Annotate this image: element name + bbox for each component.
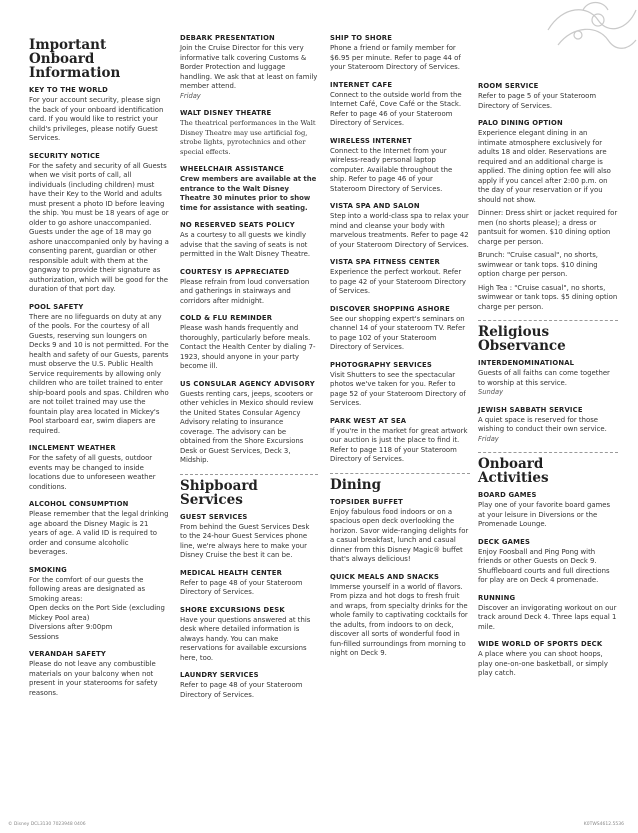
section-internet-cafe (330, 81, 470, 129)
section-running (478, 594, 618, 633)
divider (330, 473, 470, 474)
heading: COLD & FLU REMINDER (180, 314, 273, 322)
body: Please wash hands frequently and thoroughly, particularly before meals. Contact the Health Center by dialing 7-1923, should anyone in your party become ill. (180, 324, 316, 370)
body: For the comfort of our guests the following areas are designated as Smoking areas: (29, 575, 146, 603)
section-quick-meals (330, 573, 470, 659)
column-3 (330, 34, 470, 667)
heading: LAUNDRY SERVICES (180, 671, 259, 679)
footer-left: © Disney DCL3130 7023948 0406 (8, 822, 86, 827)
section-consular (180, 380, 318, 466)
body: Refer to page 48 of your Stateroom Directory of Services. (180, 681, 303, 699)
divider (478, 452, 618, 453)
section-palo (478, 119, 618, 312)
body: There are no lifeguards on duty at any of the pools. For the courtesy of all Guests, reserving sun loungers on Decks 9 and 10 is not permitted. For the health and safety of our Guests, parents must observe the U.S. Public Health Service requirements by allowing only children who are toilet trained to enter ship-board pools and spas. Children who are not toilet trained may use the fountain play area located in Mickey's Pool starboard ear, swim diapers are required. (29, 312, 169, 435)
body: Enjoy fabulous food indoors or on a spacious open deck overlooking the horizon. Savor wide-ranging delights for a casual breakfast, lunch and casual dinner from this Disney Magic® buffet that's always delicious! (330, 507, 469, 563)
body: Connect to the outside world from the Internet Café, Cove Café or the Stack. Refer to page 46 of your Stateroom Directory of Services. (330, 90, 462, 127)
day: Sunday (478, 388, 504, 396)
body: Sessions (29, 632, 59, 641)
section-deck-games (478, 538, 618, 586)
heading: GUEST SERVICES (180, 512, 248, 521)
section-debark (180, 34, 318, 101)
section-guest-services (180, 513, 318, 561)
heading: INCLEMENT WEATHER (29, 444, 116, 452)
body: Experience elegant dining in an intimate atmosphere exclusively for adults 18 and older. Reservations are required and an additional charge is applied. The dining option fee will also apply if you cancel after 2:00 p.m. on the day of your reservation or if you should not show. (478, 129, 611, 204)
body: Guests of all faiths can come together to worship at this service. (478, 369, 610, 387)
heading: NO RESERVED SEATS POLICY (180, 221, 295, 229)
body: Immerse yourself in a world of flavors. From pizza and hot dogs to fresh fruit and wraps, from specialty drinks for the whole family to captivating cocktails for the adults, from indoors to on deck, discover all sorts of wonderful food in fun-filled surroundings from morning to night on Deck 9. (330, 582, 468, 657)
heading: COURTESY IS APPRECIATED (180, 267, 290, 276)
section-pool-safety (29, 303, 169, 437)
section-laundry (180, 671, 318, 700)
footer-right: K0TWS4612.5536 (583, 822, 624, 827)
section-fitness (330, 258, 470, 297)
heading: INTERDENOMINATIONAL (478, 359, 575, 367)
body: The theatrical performances in the Walt Disney Theatre may use artificial fog, strobe lights, pyrotechnics and other special effects. (180, 119, 316, 156)
body: Connect to the Internet from your wireless-ready personal laptop computer. Available throughout the ship. Refer to page 46 of your Stateroom Directory of Services. (330, 146, 453, 193)
heading: VERANDAH SAFETY (29, 650, 107, 658)
heading: DECK GAMES (478, 537, 531, 546)
section-ship-to-shore (330, 34, 470, 73)
divider (478, 320, 618, 321)
section-theatre (180, 109, 318, 157)
heading: DEBARK PRESENTATION (180, 34, 275, 42)
body: Please refrain from loud conversation and gatherings in stairways and corridors after midnight. (180, 277, 310, 305)
body: Guests renting cars, jeeps, scooters or other vehicles in Mexico should review the United States Consular Agency Advisory relating to insurance coverage. The advisory can be obtained from the Shore Excursions Desk or Guest Services, Deck 3, Midship. (180, 389, 314, 464)
section-title-shipboard-services: Shipboard Services (180, 477, 258, 508)
body: Dinner: Dress shirt or jacket required for men (no shorts please); a dress or pantsuit for women. $10 dining option charge per person. (478, 209, 618, 246)
body: Brunch: "Cruise casual", no shorts, swimwear or tank tops. $10 dining option charge per person. (478, 251, 598, 278)
body: Diversions after 9:00pm (29, 623, 113, 631)
section-sports-deck (478, 640, 618, 679)
section-title-important-info: Important Onboard Information (29, 37, 121, 81)
body: Discover an invigorating workout on our track around Deck 4. Three laps equal 1 mile. (478, 603, 617, 631)
heading: PHOTOGRAPHY SERVICES (330, 360, 432, 369)
body: Experience the perfect workout. Refer to page 42 of your Stateroom Directory of Services. (330, 268, 466, 295)
body: Refer to page 5 of your Stateroom Directory of Services. (478, 92, 597, 110)
body: For the safety and security of all Guests when we visit ports of call, all individuals (including children) must have their Key to the World and adults must present a photo ID before leaving the ship. You must be 18 years of age or older to go ashore unaccompanied. Guests under the age of 18 may go ashore unaccompanied only by having a consenting parent, guardian or other responsible adult with them at the gangway to provide their signature as authorization, which will be good for the duration of that port day. (29, 161, 169, 293)
section-alcohol (29, 500, 169, 558)
section-sabbath (478, 406, 618, 445)
section-park-west (330, 417, 470, 465)
body: Please remember that the legal drinking age aboard the Disney Magic is 21 years of age. A valid ID is required to order and consume alcoholic beverages. (29, 510, 169, 556)
body: A place where you can shoot hoops, play one-on-one basketball, or simply play catch. (478, 650, 608, 677)
body: See our shopping expert's seminars on channel 14 of your stateroom TV. Refer to page 102 of your Stateroom Directory of Services. (330, 314, 466, 351)
body: Play one of your favorite board games at your leisure in Diversions or the Promenade Lounge. (478, 501, 611, 528)
heading: VISTA SPA AND SALON (330, 202, 420, 210)
section-shore-excursions (180, 606, 318, 664)
heading: PALO DINING OPTION (478, 119, 563, 127)
section-title-activities: Onboard Activities (478, 456, 549, 486)
section-wheelchair (180, 165, 318, 213)
heading: SHORE EXCURSIONS DESK (180, 605, 285, 614)
body: Please do not leave any combustible materials on your balcony when not present in your staterooms for safety reasons. (29, 660, 158, 697)
section-cold-flu (180, 314, 318, 372)
body: As a courtesy to all guests we kindly advise that the saving of seats is not permitted in the Walt Disney Theatre. (180, 231, 311, 258)
column-4 (478, 82, 618, 687)
divider (180, 474, 318, 475)
section-room-service (478, 82, 618, 111)
heading: BOARD GAMES (478, 491, 537, 499)
body: Open decks on the Port Side (excluding Mickey Pool area) (29, 604, 165, 622)
body: High Tea : "Cruise casual", no shorts, swimwear or tank tops. $5 dining option charge per person. (478, 283, 618, 311)
body: For the safety of all guests, outdoor events may be changed to inside locations due to unforeseen weather conditions. (29, 454, 156, 491)
body: Have your questions answered at this desk where detailed information is always handy. You can make reservations for available excursions here, too. (180, 615, 311, 662)
day: Friday (180, 91, 201, 100)
section-medical (180, 569, 318, 598)
body: Step into a world-class spa to relax your mind and cleanse your body with marvelous treatments. Refer to page 42 of your Stateroom Directory of Services. (330, 212, 469, 249)
heading: WALT DISNEY THEATRE (180, 109, 272, 117)
column-1 (29, 38, 169, 706)
body: A quiet space is reserved for those wishing to conduct their own service. (478, 415, 607, 433)
section-key-to-the-world (29, 86, 169, 144)
section-no-reserved-seats (180, 221, 318, 260)
section-title-religious: Religious Observance (478, 324, 566, 354)
body: From behind the Guest Services Desk to the 24-hour Guest Services phone line, we're always here to make your Disney Cruise the best it can be. (180, 522, 310, 559)
section-courtesy (180, 268, 318, 307)
body: Join the Cruise Director for this very informative talk covering Customs & Border Protection and luggage handling. We ask that at least on family member attend. (180, 44, 318, 90)
body: Visit Shutters to see the spectacular photos we've taken for you. Refer to page 52 of your Stateroom Directory of Services. (330, 370, 466, 407)
section-board-games (478, 491, 618, 530)
heading: DISCOVER SHOPPING ASHORE (330, 304, 450, 313)
body: Phone a friend or family member for $6.95 per minute. Refer to page 44 of your Stateroom Directory of Services. (330, 44, 461, 71)
section-topsider (330, 498, 470, 565)
column-2 (180, 34, 318, 708)
heading: WIDE WORLD OF SPORTS DECK (478, 640, 603, 648)
heading: WHEELCHAIR ASSISTANCE (180, 165, 284, 173)
heading: INTERNET CAFE (330, 80, 393, 89)
heading: ROOM SERVICE (478, 82, 539, 90)
section-interdenominational (478, 359, 618, 398)
section-spa (330, 202, 470, 250)
section-verandah-safety (29, 650, 169, 698)
heading: PARK WEST AT SEA (330, 416, 407, 425)
heading: JEWISH SABBATH SERVICE (478, 405, 583, 414)
heading: RUNNING (478, 593, 516, 602)
heading: QUICK MEALS AND SNACKS (330, 572, 440, 581)
section-smoking (29, 566, 169, 643)
heading: POOL SAFETY (29, 302, 84, 311)
heading: VISTA SPA FITNESS CENTER (330, 258, 440, 266)
heading: WIRELESS INTERNET (330, 136, 412, 145)
heading: SMOKING (29, 565, 67, 574)
heading: ALCOHOL CONSUMPTION (29, 500, 129, 508)
section-inclement-weather (29, 444, 169, 492)
section-photography (330, 361, 470, 409)
section-shopping (330, 305, 470, 353)
body: Refer to page 48 of your Stateroom Directory of Services. (180, 578, 303, 596)
heading: SHIP TO SHORE (330, 34, 393, 42)
heading: MEDICAL HEALTH CENTER (180, 568, 283, 577)
section-security-notice (29, 152, 169, 295)
body: For your account security, please sign the back of your onboard identification card. If you would like to restrict your child's privileges, please notify Guest Services. (29, 96, 164, 142)
body: Crew members are available at the entrance to the Walt Disney Theatre 30 minutes prior to show time for assistance with seating. (180, 175, 317, 212)
heading: TOPSIDER BUFFET (330, 497, 403, 506)
section-title-dining: Dining (330, 476, 382, 493)
body: Enjoy Foosball and Ping Pong with friends or other Guests on Deck 9. Shuffleboard courts and full directions for play are on Deck 4 promenade. (478, 547, 610, 584)
body: If you're in the market for great artwork our auction is just the place to find it. Refer to page 118 of your Stateroom Directory of Services. (330, 426, 468, 463)
section-wireless (330, 137, 470, 195)
day: Friday (478, 434, 499, 443)
decorative-flourish (528, 0, 638, 62)
heading: KEY TO THE WORLD (29, 86, 108, 94)
heading: SECURITY NOTICE (29, 151, 100, 160)
heading: US CONSULAR AGENCY ADVISORY (180, 379, 315, 388)
